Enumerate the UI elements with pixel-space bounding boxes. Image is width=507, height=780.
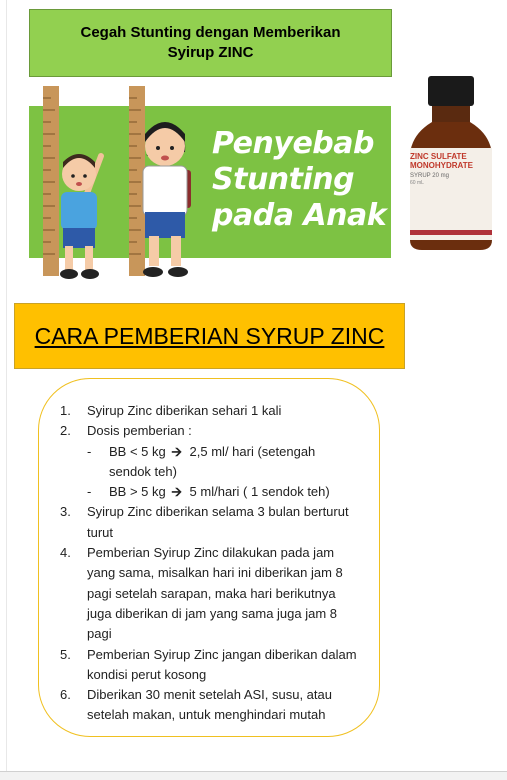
list-item-number: 4.	[60, 545, 71, 561]
dosage-sublist	[87, 442, 359, 503]
bottle-label-line4: 60 mL	[410, 180, 424, 186]
sublist-dash: -	[87, 484, 92, 500]
list-item	[39, 685, 381, 726]
section-title: CARA PEMBERIAN SYRUP ZINC	[34, 322, 385, 349]
instructions-list	[39, 401, 381, 726]
short-child-figure	[60, 154, 101, 279]
sublist-dose: 5 ml/hari ( 1 sendok teh)	[189, 484, 330, 500]
list-item-text: Syirup Zinc diberikan selama 3 bulan berturut turut	[87, 504, 349, 540]
page-margin-line	[6, 0, 7, 771]
list-item-text: Diberikan 30 menit setelah ASI, susu, atau setelah makan, untuk menghindari mutah	[87, 687, 332, 723]
bottle-label-line1: ZINC SULFATE	[410, 152, 467, 161]
bottle-label-line2: MONOHYDRATE	[410, 161, 473, 170]
section-title-box	[14, 303, 405, 369]
list-item-text: Syirup Zinc diberikan sehari 1 kali	[87, 403, 282, 418]
list-item-number: 5.	[60, 646, 71, 662]
list-item-text: Pemberian Syirup Zinc dilakukan pada jam yang sama, misalkan hari ini diberikan jam 8 pagi setelah sarapan, maka hari berikutnya juga diberikan di jam yang sama juga jam 8 pagi	[87, 545, 343, 642]
header-title-line2: Syirup ZINC	[167, 44, 254, 61]
list-item-number: 6.	[60, 687, 71, 703]
header-title-line1: Cegah Stunting dengan Memberikan	[80, 24, 341, 41]
bottle-label-text	[410, 152, 490, 187]
bottle-label-line3: SYRUP 20 mg	[410, 173, 449, 179]
list-item	[39, 502, 381, 543]
stunting-banner-image	[29, 86, 391, 296]
list-item-number: 1.	[60, 403, 71, 418]
arrow-right-icon: 🡪	[171, 443, 182, 459]
banner-line1: Penyebab	[212, 126, 374, 161]
sublist-item	[87, 442, 359, 483]
arrow-right-icon: 🡪	[171, 484, 182, 500]
banner-line2: Stunting	[212, 162, 355, 197]
instructions-card	[38, 378, 380, 737]
sublist-item	[87, 482, 359, 502]
banner-line3: pada Anak	[212, 198, 387, 233]
list-item-number: 3.	[60, 504, 71, 520]
list-item-text: Dosis pemberian :	[87, 423, 192, 439]
list-item-text: Pemberian Syirup Zinc jangan diberikan dalam kondisi perut kosong	[87, 646, 357, 682]
sublist-weight: BB > 5 kg	[109, 484, 166, 500]
sublist-dash: -	[87, 443, 92, 459]
list-item	[39, 401, 381, 421]
header-title-box	[29, 9, 392, 77]
height-ruler-left	[43, 86, 59, 276]
list-item-number: 2.	[60, 423, 71, 439]
list-item	[39, 543, 381, 644]
bottle-cap	[428, 76, 474, 106]
sublist-dose: 2,5 ml/ hari (setengah sendok teh)	[109, 443, 316, 479]
sublist-weight: BB < 5 kg	[109, 443, 166, 459]
list-item	[39, 645, 381, 686]
list-item	[39, 421, 381, 502]
banner-heading	[212, 126, 391, 234]
